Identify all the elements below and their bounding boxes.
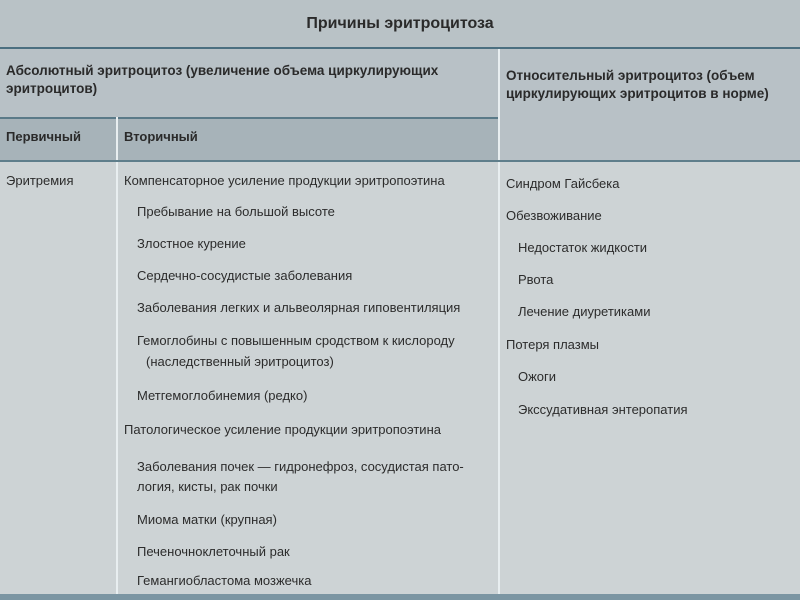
bottom-edge: [0, 594, 800, 600]
header-absolute: Абсолютный эритроцитоз (увеличение объема циркулирующих эритроцитов): [6, 63, 439, 96]
secondary-cell: Сердечно-сосудистые заболевания: [137, 268, 353, 283]
secondary-cell: Гемоглобины с повышенным сродством к кислороду: [137, 333, 455, 348]
relative-cell: Лечение диуретиками: [518, 304, 651, 319]
secondary-cell: Метгемоглобинемия (редко): [137, 388, 308, 403]
relative-cell: Ожоги: [518, 369, 557, 384]
secondary-cell: логия, кисты, рак почки: [137, 479, 278, 494]
column-divider-primary: [116, 117, 118, 594]
secondary-cell: Компенсаторное усиление продукции эритропоэтина: [124, 173, 445, 188]
header-primary: Первичный: [6, 129, 81, 144]
table-title: Причины эритроцитоза: [306, 14, 494, 32]
relative-cell: Недостаток жидкости: [518, 240, 648, 255]
header-secondary: Вторичный: [124, 129, 198, 144]
secondary-cell: (наследственный эритроцитоз): [146, 354, 334, 369]
secondary-cell: Заболевания легких и альвеолярная гиповентиляция: [137, 300, 461, 315]
primary-cell: Эритремия: [6, 173, 74, 188]
table-title-bar: [0, 0, 800, 49]
relative-cell: Потеря плазмы: [506, 337, 600, 352]
secondary-cell: Патологическое усиление продукции эритропоэтина: [124, 422, 441, 437]
secondary-cell: Злостное курение: [137, 236, 246, 251]
relative-cell: Экссудативная энтеропатия: [518, 402, 688, 417]
header-relative: Относительный эритроцитоз (объем циркулирующих эритроцитов в норме): [506, 68, 769, 101]
secondary-cell: Печеночноклеточный рак: [137, 544, 290, 559]
relative-cell: Обезвоживание: [506, 208, 602, 223]
header-bottom-rule: [0, 160, 800, 162]
column-divider-main: [498, 49, 500, 594]
relative-cell: Рвота: [518, 272, 554, 287]
relative-cell: Синдром Гайсбека: [506, 176, 620, 191]
secondary-cell: Гемангиобластома мозжечка: [137, 573, 312, 588]
secondary-cell: Заболевания почек — гидронефроз, сосудистая пато-: [137, 459, 464, 474]
secondary-cell: Пребывание на большой высоте: [137, 204, 335, 219]
secondary-cell: Миома матки (крупная): [137, 512, 277, 527]
